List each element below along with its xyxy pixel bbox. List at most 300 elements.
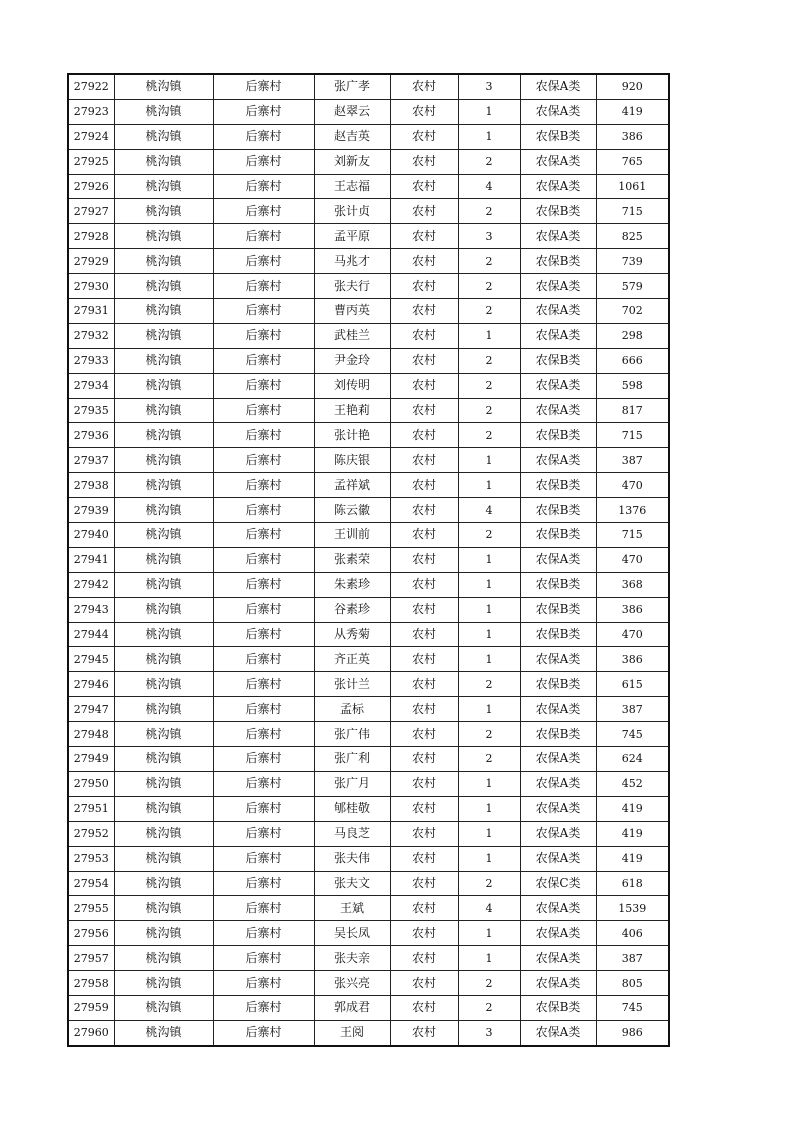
insurance-category-cell: 农保A类 (520, 174, 596, 199)
village-cell: 后寨村 (213, 249, 314, 274)
amount-cell: 470 (596, 622, 669, 647)
town-cell: 桃沟镇 (114, 1020, 213, 1045)
person-name-cell: 谷素珍 (314, 597, 390, 622)
town-cell: 桃沟镇 (114, 572, 213, 597)
table-row (68, 323, 669, 348)
insurance-category-cell: 农保C类 (520, 871, 596, 896)
table-row (68, 971, 669, 996)
person-name-cell: 张兴亮 (314, 971, 390, 996)
amount-cell: 387 (596, 448, 669, 473)
table-row (68, 373, 669, 398)
household-count-cell: 2 (458, 199, 520, 224)
record-id-cell: 27924 (68, 124, 114, 149)
area-type-cell: 农村 (390, 871, 458, 896)
insurance-category-cell: 农保B类 (520, 473, 596, 498)
table-row (68, 547, 669, 572)
insurance-category-cell: 农保A类 (520, 99, 596, 124)
person-name-cell: 齐正英 (314, 647, 390, 672)
household-count-cell: 2 (458, 373, 520, 398)
table-row (68, 722, 669, 747)
person-name-cell: 王阅 (314, 1020, 390, 1045)
household-count-cell: 1 (458, 99, 520, 124)
insurance-category-cell: 农保A类 (520, 224, 596, 249)
record-id-cell: 27928 (68, 224, 114, 249)
table-row (68, 846, 669, 871)
person-name-cell: 郭成君 (314, 995, 390, 1020)
record-id-cell: 27922 (68, 74, 114, 99)
household-count-cell: 2 (458, 149, 520, 174)
record-id-cell: 27935 (68, 398, 114, 423)
area-type-cell: 农村 (390, 995, 458, 1020)
insurance-category-cell: 农保A类 (520, 647, 596, 672)
area-type-cell: 农村 (390, 672, 458, 697)
table-row (68, 448, 669, 473)
amount-cell: 386 (596, 647, 669, 672)
area-type-cell: 农村 (390, 398, 458, 423)
town-cell: 桃沟镇 (114, 846, 213, 871)
village-cell: 后寨村 (213, 323, 314, 348)
town-cell: 桃沟镇 (114, 448, 213, 473)
table-row (68, 348, 669, 373)
area-type-cell: 农村 (390, 473, 458, 498)
record-id-cell: 27942 (68, 572, 114, 597)
village-cell: 后寨村 (213, 846, 314, 871)
record-id-cell: 27949 (68, 747, 114, 772)
town-cell: 桃沟镇 (114, 871, 213, 896)
village-cell: 后寨村 (213, 547, 314, 572)
insurance-category-cell: 农保A类 (520, 896, 596, 921)
household-count-cell: 2 (458, 971, 520, 996)
person-name-cell: 王斌 (314, 896, 390, 921)
town-cell: 桃沟镇 (114, 921, 213, 946)
record-id-cell: 27939 (68, 498, 114, 523)
record-id-cell: 27957 (68, 946, 114, 971)
insurance-category-cell: 农保A类 (520, 74, 596, 99)
area-type-cell: 农村 (390, 174, 458, 199)
household-count-cell: 1 (458, 921, 520, 946)
insurance-category-cell: 农保B类 (520, 622, 596, 647)
record-id-cell: 27946 (68, 672, 114, 697)
town-cell: 桃沟镇 (114, 99, 213, 124)
village-cell: 后寨村 (213, 99, 314, 124)
insurance-category-cell: 农保A类 (520, 846, 596, 871)
table-row (68, 622, 669, 647)
household-count-cell: 1 (458, 597, 520, 622)
household-count-cell: 3 (458, 224, 520, 249)
insurance-category-cell: 农保B类 (520, 249, 596, 274)
record-id-cell: 27925 (68, 149, 114, 174)
village-cell: 后寨村 (213, 149, 314, 174)
area-type-cell: 农村 (390, 99, 458, 124)
area-type-cell: 农村 (390, 274, 458, 299)
village-cell: 后寨村 (213, 274, 314, 299)
record-id-cell: 27952 (68, 821, 114, 846)
person-name-cell: 王艳莉 (314, 398, 390, 423)
village-cell: 后寨村 (213, 946, 314, 971)
amount-cell: 387 (596, 946, 669, 971)
table-row (68, 149, 669, 174)
town-cell: 桃沟镇 (114, 124, 213, 149)
record-id-cell: 27960 (68, 1020, 114, 1045)
record-id-cell: 27948 (68, 722, 114, 747)
table-row (68, 74, 669, 99)
amount-cell: 920 (596, 74, 669, 99)
household-count-cell: 2 (458, 249, 520, 274)
town-cell: 桃沟镇 (114, 274, 213, 299)
household-count-cell: 2 (458, 348, 520, 373)
table-row (68, 1020, 669, 1045)
person-name-cell: 尹金玲 (314, 348, 390, 373)
table-row (68, 946, 669, 971)
record-id-cell: 27938 (68, 473, 114, 498)
record-id-cell: 27956 (68, 921, 114, 946)
person-name-cell: 陈云徽 (314, 498, 390, 523)
amount-cell: 470 (596, 547, 669, 572)
town-cell: 桃沟镇 (114, 896, 213, 921)
household-count-cell: 1 (458, 572, 520, 597)
village-cell: 后寨村 (213, 821, 314, 846)
person-name-cell: 张计艳 (314, 423, 390, 448)
area-type-cell: 农村 (390, 697, 458, 722)
town-cell: 桃沟镇 (114, 821, 213, 846)
table-row (68, 498, 669, 523)
village-cell: 后寨村 (213, 199, 314, 224)
insurance-category-cell: 农保B类 (520, 672, 596, 697)
insurance-category-cell: 农保A类 (520, 547, 596, 572)
amount-cell: 666 (596, 348, 669, 373)
town-cell: 桃沟镇 (114, 796, 213, 821)
table-row (68, 697, 669, 722)
town-cell: 桃沟镇 (114, 373, 213, 398)
amount-cell: 702 (596, 299, 669, 324)
household-count-cell: 4 (458, 498, 520, 523)
amount-cell: 615 (596, 672, 669, 697)
person-name-cell: 赵翠云 (314, 99, 390, 124)
area-type-cell: 农村 (390, 323, 458, 348)
table-row (68, 597, 669, 622)
person-name-cell: 孟标 (314, 697, 390, 722)
household-count-cell: 1 (458, 846, 520, 871)
household-count-cell: 1 (458, 448, 520, 473)
table-row (68, 572, 669, 597)
household-count-cell: 2 (458, 423, 520, 448)
record-id-cell: 27955 (68, 896, 114, 921)
household-count-cell: 1 (458, 796, 520, 821)
household-count-cell: 2 (458, 398, 520, 423)
insurance-category-cell: 农保B类 (520, 995, 596, 1020)
village-cell: 后寨村 (213, 771, 314, 796)
person-name-cell: 张广伟 (314, 722, 390, 747)
town-cell: 桃沟镇 (114, 323, 213, 348)
person-name-cell: 吴长凤 (314, 921, 390, 946)
area-type-cell: 农村 (390, 348, 458, 373)
town-cell: 桃沟镇 (114, 249, 213, 274)
area-type-cell: 农村 (390, 622, 458, 647)
household-count-cell: 1 (458, 771, 520, 796)
insurance-category-cell: 农保A类 (520, 448, 596, 473)
household-count-cell: 1 (458, 821, 520, 846)
household-count-cell: 1 (458, 647, 520, 672)
village-cell: 后寨村 (213, 299, 314, 324)
amount-cell: 298 (596, 323, 669, 348)
person-name-cell: 郇桂敬 (314, 796, 390, 821)
person-name-cell: 从秀菊 (314, 622, 390, 647)
insurance-category-cell: 农保A类 (520, 771, 596, 796)
village-cell: 后寨村 (213, 622, 314, 647)
person-name-cell: 武桂兰 (314, 323, 390, 348)
record-id-cell: 27937 (68, 448, 114, 473)
record-id-cell: 27951 (68, 796, 114, 821)
amount-cell: 406 (596, 921, 669, 946)
town-cell: 桃沟镇 (114, 547, 213, 572)
area-type-cell: 农村 (390, 747, 458, 772)
person-name-cell: 曹丙英 (314, 299, 390, 324)
person-name-cell: 孟祥斌 (314, 473, 390, 498)
amount-cell: 739 (596, 249, 669, 274)
area-type-cell: 农村 (390, 224, 458, 249)
insurance-category-cell: 农保A类 (520, 946, 596, 971)
table-row (68, 747, 669, 772)
amount-cell: 419 (596, 99, 669, 124)
person-name-cell: 张广利 (314, 747, 390, 772)
record-id-cell: 27929 (68, 249, 114, 274)
record-id-cell: 27954 (68, 871, 114, 896)
area-type-cell: 农村 (390, 821, 458, 846)
person-name-cell: 张计兰 (314, 672, 390, 697)
table-row (68, 224, 669, 249)
village-cell: 后寨村 (213, 871, 314, 896)
household-count-cell: 4 (458, 896, 520, 921)
area-type-cell: 农村 (390, 423, 458, 448)
amount-cell: 715 (596, 423, 669, 448)
household-count-cell: 2 (458, 722, 520, 747)
table-row (68, 124, 669, 149)
amount-cell: 805 (596, 971, 669, 996)
table-row (68, 672, 669, 697)
village-cell: 后寨村 (213, 921, 314, 946)
town-cell: 桃沟镇 (114, 423, 213, 448)
town-cell: 桃沟镇 (114, 597, 213, 622)
table-row (68, 871, 669, 896)
record-id-cell: 27931 (68, 299, 114, 324)
area-type-cell: 农村 (390, 722, 458, 747)
area-type-cell: 农村 (390, 971, 458, 996)
insurance-category-cell: 农保B类 (520, 722, 596, 747)
table-row (68, 99, 669, 124)
area-type-cell: 农村 (390, 149, 458, 174)
area-type-cell: 农村 (390, 921, 458, 946)
household-count-cell: 2 (458, 299, 520, 324)
household-count-cell: 2 (458, 274, 520, 299)
village-cell: 后寨村 (213, 896, 314, 921)
table-row (68, 995, 669, 1020)
area-type-cell: 农村 (390, 199, 458, 224)
area-type-cell: 农村 (390, 846, 458, 871)
insurance-category-cell: 农保B类 (520, 423, 596, 448)
person-name-cell: 朱素珍 (314, 572, 390, 597)
table-row (68, 423, 669, 448)
town-cell: 桃沟镇 (114, 149, 213, 174)
town-cell: 桃沟镇 (114, 199, 213, 224)
village-cell: 后寨村 (213, 448, 314, 473)
amount-cell: 470 (596, 473, 669, 498)
person-name-cell: 张夫行 (314, 274, 390, 299)
area-type-cell: 农村 (390, 771, 458, 796)
insurance-category-cell: 农保B类 (520, 572, 596, 597)
household-count-cell: 1 (458, 124, 520, 149)
amount-cell: 598 (596, 373, 669, 398)
household-count-cell: 2 (458, 995, 520, 1020)
amount-cell: 618 (596, 871, 669, 896)
record-id-cell: 27947 (68, 697, 114, 722)
town-cell: 桃沟镇 (114, 498, 213, 523)
person-name-cell: 张夫伟 (314, 846, 390, 871)
record-id-cell: 27950 (68, 771, 114, 796)
insurance-category-cell: 农保A类 (520, 323, 596, 348)
amount-cell: 715 (596, 199, 669, 224)
household-count-cell: 1 (458, 473, 520, 498)
area-type-cell: 农村 (390, 946, 458, 971)
area-type-cell: 农村 (390, 647, 458, 672)
village-cell: 后寨村 (213, 796, 314, 821)
person-name-cell: 刘新友 (314, 149, 390, 174)
person-name-cell: 陈庆银 (314, 448, 390, 473)
amount-cell: 745 (596, 722, 669, 747)
village-cell: 后寨村 (213, 971, 314, 996)
records-table (67, 73, 670, 1047)
table-row (68, 199, 669, 224)
town-cell: 桃沟镇 (114, 473, 213, 498)
amount-cell: 1539 (596, 896, 669, 921)
village-cell: 后寨村 (213, 747, 314, 772)
insurance-category-cell: 农保A类 (520, 1020, 596, 1045)
village-cell: 后寨村 (213, 523, 314, 548)
town-cell: 桃沟镇 (114, 995, 213, 1020)
household-count-cell: 3 (458, 1020, 520, 1045)
town-cell: 桃沟镇 (114, 747, 213, 772)
insurance-category-cell: 农保A类 (520, 971, 596, 996)
amount-cell: 1376 (596, 498, 669, 523)
area-type-cell: 农村 (390, 1020, 458, 1045)
town-cell: 桃沟镇 (114, 622, 213, 647)
amount-cell: 368 (596, 572, 669, 597)
insurance-category-cell: 农保A类 (520, 697, 596, 722)
table-row (68, 796, 669, 821)
household-count-cell: 3 (458, 74, 520, 99)
village-cell: 后寨村 (213, 572, 314, 597)
village-cell: 后寨村 (213, 672, 314, 697)
insurance-category-cell: 农保A类 (520, 821, 596, 846)
area-type-cell: 农村 (390, 523, 458, 548)
insurance-category-cell: 农保B类 (520, 597, 596, 622)
insurance-category-cell: 农保A类 (520, 274, 596, 299)
village-cell: 后寨村 (213, 647, 314, 672)
household-count-cell: 1 (458, 622, 520, 647)
town-cell: 桃沟镇 (114, 174, 213, 199)
amount-cell: 419 (596, 821, 669, 846)
area-type-cell: 农村 (390, 597, 458, 622)
town-cell: 桃沟镇 (114, 523, 213, 548)
record-id-cell: 27936 (68, 423, 114, 448)
record-id-cell: 27930 (68, 274, 114, 299)
area-type-cell: 农村 (390, 74, 458, 99)
person-name-cell: 张广孝 (314, 74, 390, 99)
area-type-cell: 农村 (390, 896, 458, 921)
town-cell: 桃沟镇 (114, 74, 213, 99)
village-cell: 后寨村 (213, 124, 314, 149)
table-row (68, 821, 669, 846)
amount-cell: 825 (596, 224, 669, 249)
insurance-category-cell: 农保B类 (520, 199, 596, 224)
amount-cell: 715 (596, 523, 669, 548)
village-cell: 后寨村 (213, 597, 314, 622)
insurance-category-cell: 农保A类 (520, 796, 596, 821)
table-row (68, 473, 669, 498)
amount-cell: 765 (596, 149, 669, 174)
area-type-cell: 农村 (390, 796, 458, 821)
household-count-cell: 1 (458, 323, 520, 348)
village-cell: 后寨村 (213, 348, 314, 373)
town-cell: 桃沟镇 (114, 697, 213, 722)
amount-cell: 419 (596, 846, 669, 871)
table-row (68, 174, 669, 199)
town-cell: 桃沟镇 (114, 672, 213, 697)
area-type-cell: 农村 (390, 373, 458, 398)
amount-cell: 745 (596, 995, 669, 1020)
village-cell: 后寨村 (213, 373, 314, 398)
insurance-category-cell: 农保A类 (520, 373, 596, 398)
table-row (68, 896, 669, 921)
table-row (68, 921, 669, 946)
record-id-cell: 27944 (68, 622, 114, 647)
amount-cell: 419 (596, 796, 669, 821)
record-id-cell: 27932 (68, 323, 114, 348)
record-id-cell: 27958 (68, 971, 114, 996)
town-cell: 桃沟镇 (114, 647, 213, 672)
person-name-cell: 张广月 (314, 771, 390, 796)
amount-cell: 1061 (596, 174, 669, 199)
area-type-cell: 农村 (390, 299, 458, 324)
village-cell: 后寨村 (213, 74, 314, 99)
village-cell: 后寨村 (213, 473, 314, 498)
town-cell: 桃沟镇 (114, 946, 213, 971)
amount-cell: 387 (596, 697, 669, 722)
village-cell: 后寨村 (213, 423, 314, 448)
table-row (68, 647, 669, 672)
person-name-cell: 刘传明 (314, 373, 390, 398)
village-cell: 后寨村 (213, 697, 314, 722)
area-type-cell: 农村 (390, 572, 458, 597)
record-id-cell: 27933 (68, 348, 114, 373)
household-count-cell: 2 (458, 747, 520, 772)
household-count-cell: 4 (458, 174, 520, 199)
record-id-cell: 27943 (68, 597, 114, 622)
insurance-category-cell: 农保B类 (520, 124, 596, 149)
record-id-cell: 27959 (68, 995, 114, 1020)
person-name-cell: 孟平原 (314, 224, 390, 249)
table-row (68, 299, 669, 324)
village-cell: 后寨村 (213, 995, 314, 1020)
person-name-cell: 张夫亲 (314, 946, 390, 971)
area-type-cell: 农村 (390, 448, 458, 473)
amount-cell: 986 (596, 1020, 669, 1045)
record-id-cell: 27923 (68, 99, 114, 124)
record-id-cell: 27941 (68, 547, 114, 572)
household-count-cell: 2 (458, 871, 520, 896)
table-row (68, 274, 669, 299)
insurance-category-cell: 农保A类 (520, 299, 596, 324)
table-row (68, 398, 669, 423)
